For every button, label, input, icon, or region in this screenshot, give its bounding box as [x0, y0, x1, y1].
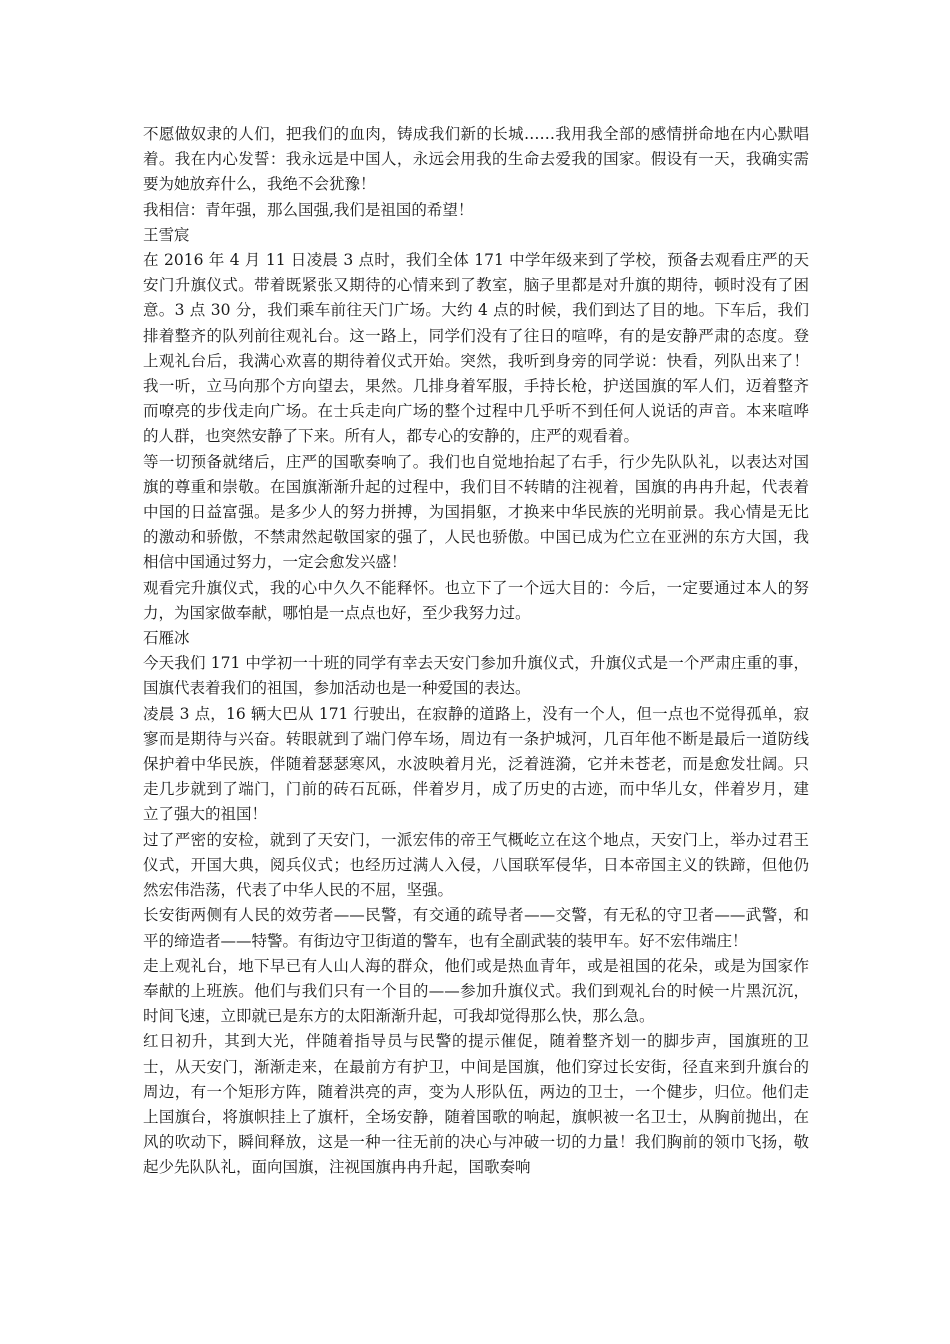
paragraph: 长安街两侧有人民的效劳者——民警，有交通的疏导者——交警，有无私的守卫者——武警，和平的缔造者——特警。有街边守卫街道的警车，也有全副武装的装甲车。好不宏伟端庄！: [143, 906, 809, 950]
paragraph: 走上观礼台，地下早已有人山人海的群众，他们或是热血青年，或是祖国的花朵，或是为国家作奉献的上班族。他们与我们只有一个目的——参加升旗仪式。我们到观礼台的时候一片黑沉沉，时间飞速，立即就已是东方的太阳渐渐升起，可我却觉得那么快，那么急。: [143, 956, 809, 1026]
paragraph: 不愿做奴隶的人们，把我们的血肉，铸成我们新的长城……我用我全部的感情拼命地在内心默唱着。我在内心发誓：我永远是中国人，永远会用我的生命去爱我的国家。假设有一天，我确实需要为她放弃什么，我绝不会犹豫！: [143, 125, 809, 194]
paragraph: 今天我们 171 中学初一十班的同学有幸去天安门参加升旗仪式，升旗仪式是一个严肃庄重的事，国旗代表着我们的祖国，参加活动也是一种爱国的表达。: [143, 654, 809, 698]
author-name: 王雪宸: [143, 225, 190, 244]
author-name: 石雁冰: [143, 629, 190, 648]
paragraph: 在 2016 年 4 月 11 日凌晨 3 点时，我们全体 171 中学年级来到了学校，预备去观看庄严的天安门升旗仪式。带着既紧张又期待的心情来到了教室，脑子里都是对升旗的期待，顿时没有了困意。3 点 30 分，我们乘车前往天门广场。大约 4 点的时候，我们到达了目的地。下车后，我们排着整齐的队列前往观礼台。这一路上，同学们没有了往日的喧哗，有的是安静严肃的态度。登上观礼台后，我满心欢喜的期待着仪式开始。突然，我听到身旁的同学说：快看，列队出来了！我一听，立马向那个方向望去，果然。几排身着军服，手持长枪，护送国旗的军人们，迈着整齐而嘹亮的步伐走向广场。在士兵走向广场的整个过程中几乎听不到任何人说话的声音。本来喧哗的人群，也突然安静了下来。所有人，都专心的安静的，庄严的观看着。: [143, 251, 809, 446]
paragraph: 等一切预备就绪后，庄严的国歌奏响了。我们也自觉地抬起了右手，行少先队队礼，以表达对国旗的尊重和崇敬。在国旗渐渐升起的过程中，我们目不转睛的注视着，国旗的冉冉升起，代表着中国的日益富强。是多少人的努力拼搏，为国捐躯，才换来中华民族的光明前景。我心情是无比的激动和骄傲，不禁肃然起敬国家的强了，人民也骄傲。中国已成为伫立在亚洲的东方大国，我相信中国通过努力，一定会愈发兴盛！: [143, 452, 809, 572]
paragraph: 红日初升，其到大光，伴随着指导员与民警的提示催促，随着整齐划一的脚步声，国旗班的卫士，从天安门，渐渐走来，在最前方有护卫，中间是国旗，他们穿过长安街，径直来到升旗台的周边，有一个矩形方阵，随着洪亮的声，变为人形队伍，两边的卫士，一个健步，归位。他们走上国旗台，将旗帜挂上了旗杆，全场安静，随着国歌的响起，旗帜被一名卫士，从胸前抛出，在风的吹动下，瞬间释放，这是一种一往无前的决心与冲破一切的力量！我们胸前的领巾飞扬，敬起少先队队礼，面向国旗，注视国旗冉冉升起，国歌奏响: [143, 1032, 809, 1177]
paragraph: 过了严密的安检，就到了天安门，一派宏伟的帝王气概屹立在这个地点，天安门上，举办过君王仪式，开国大典，阅兵仪式；也经历过满人入侵，八国联军侵华，日本帝国主义的铁蹄，但他仍然宏伟浩荡，代表了中华人民的不屈，坚强。: [143, 830, 809, 900]
paragraph: 凌晨 3 点，16 辆大巴从 171 行驶出，在寂静的道路上，没有一个人，但一点也不觉得孤单，寂寥而是期待与兴奋。转眼就到了端门停车场，周边有一条护城河，几百年他不断是最后一道防线保护着中华民族，伴随着瑟瑟寒风，水波映着月光，泛着涟漪，它并未苍老，而是愈发壮阔。只走几步就到了端门，门前的砖石瓦砾，伴着岁月，成了历史的古迹，而中华儿女，伴着岁月，建立了强大的祖国！: [143, 704, 809, 824]
document-body: [143, 122, 809, 1181]
paragraph: 观看完升旗仪式，我的心中久久不能释怀。也立下了一个远大目的：今后，一定要通过本人的努力，为国家做奉献，哪怕是一点点也好，至少我努力过。: [143, 578, 809, 622]
paragraph: 我相信：青年强，那么国强,我们是祖国的希望！: [143, 200, 474, 219]
